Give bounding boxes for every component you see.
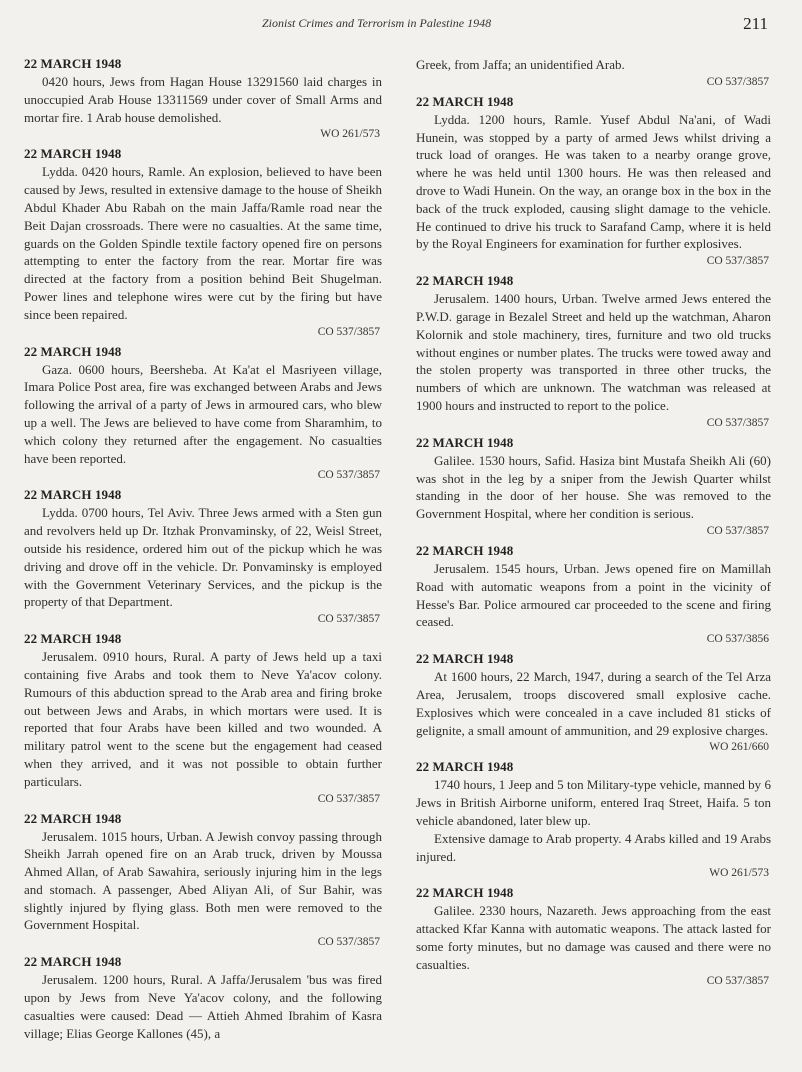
entry-text: At 1600 hours, 22 March, 1947, during a search of the Tel Arza Area, Jerusalem, troops discovered small explosive cache. Explosives which were concealed in a cave included 81 sticks of gelignite, a small amount of ammunition, and 29 explosive charges.: [416, 669, 771, 738]
entry-source: CO 537/3857: [317, 613, 380, 626]
entry-4: [24, 487, 382, 628]
entry-source: CO 537/3857: [706, 416, 769, 429]
entry-date: 22 MARCH 1948: [416, 93, 514, 109]
entry-text: 1740 hours, 1 Jeep and 5 ton Military-type vehicle, manned by 6 Jews in British Airborne uniform, entered Iraq Street, Haifa. 5 ton vehicle abandoned, later blew up.: [416, 777, 771, 828]
entry-date: 22 MARCH 1948: [416, 273, 514, 289]
running-header: [0, 14, 802, 38]
entry-source: WO 261/660: [709, 741, 769, 754]
entry-14: [416, 759, 771, 882]
entry-text: Jerusalem. 1200 hours, Rural. A Jaffa/Jerusalem 'bus was fired upon by Jews from Neve Ya'acov colony, and the following casualties were caused: Dead — Attieh Ahmed Ibrahim of Kasra village; Elias George Kallones (45), a: [24, 972, 382, 1041]
entry-source: CO 537/3857: [706, 975, 769, 988]
entry-text: Lydda. 0700 hours, Tel Aviv. Three Jews armed with a Sten gun and revolvers held up Dr. Itzhak Pronvaminsky, of 22, Weisl Street, outside his residence, ordered him out of the pickup which he was driving and drove off in the vehicle. Dr. Ponvaminsky is employed with the Government Veterinary Services, and the pickup is the property of that Department.: [24, 505, 382, 610]
entry-date: 22 MARCH 1948: [416, 885, 514, 901]
entry-source: WO 261/573: [320, 128, 380, 141]
entry-6: [24, 811, 382, 952]
entry-10: [416, 273, 771, 432]
entry-date: 22 MARCH 1948: [24, 146, 122, 162]
entry-date: 22 MARCH 1948: [416, 434, 514, 450]
entry-13: [416, 651, 771, 756]
entry-12: [416, 543, 771, 648]
right-column: [416, 56, 771, 993]
entry-source: CO 537/3857: [317, 936, 380, 949]
page-number: 211: [743, 14, 768, 33]
entry-text: Gaza. 0600 hours, Beersheba. At Ka'at el Masriyeen village, Imara Police Post area, fire was exchanged between Arabs and Jews following the arrival of a party of Jews in armoured cars, who blew up a well. The Jews are believed to have come from Sharamhim, to which colony they returned after the engagement. No casualties have been reported.: [24, 361, 382, 466]
entry-date: 22 MARCH 1948: [24, 631, 122, 647]
entry-date: 22 MARCH 1948: [416, 651, 514, 667]
entry-source: CO 537/3857: [706, 75, 769, 88]
entry-2: [24, 146, 382, 340]
entry-text: Jerusalem. 1400 hours, Urban. Twelve armed Jews entered the P.W.D. garage in Bezalel Street and held up the watchman, Aharon Kolornik and stole machinery, tires, furniture and two old trucks without engines or number plates. The trucks were towed away and the stolen property was transported in three other trucks, the numbers of which are unknown. The watchman was released at 1900 hours and instructed to report to the police.: [416, 291, 771, 413]
entry-source: CO 537/3857: [706, 255, 769, 268]
entry-source: CO 537/3857: [317, 792, 380, 805]
entry-source: WO 261/573: [709, 867, 769, 880]
entry-date: 22 MARCH 1948: [24, 56, 122, 71]
entry-text: Greek, from Jaffa; an unidentified Arab.: [416, 57, 625, 72]
entry-source: CO 537/3857: [317, 325, 380, 338]
entry-date: 22 MARCH 1948: [24, 487, 122, 503]
entry-11: [416, 435, 771, 540]
entry-source: CO 537/3856: [706, 633, 769, 646]
entry-text: 0420 hours, Jews from Hagan House 13291560 laid charges in unoccupied Arab House 13311569 under cover of Small Arms and mortar fire. 1 Arab house demolished.: [24, 74, 382, 125]
entry-date: 22 MARCH 1948: [416, 542, 514, 558]
entry-text: Galilee. 2330 hours, Nazareth. Jews approaching from the east attacked Kfar Kanna with automatic weapons. The attack lasted for some forty minutes, but no damage was caused and there were no casualties.: [416, 903, 771, 972]
entry-8-continued: [416, 56, 771, 91]
left-column: [24, 56, 382, 1042]
entry-9: [416, 94, 771, 270]
entry-source: CO 537/3857: [706, 524, 769, 537]
entry-text: Lydda. 1200 hours, Ramle. Yusef Abdul Na'ani, of Wadi Hunein, was stopped by a party of armed Jews whilst driving a truck load of oranges. He was taken to a nearby orange grove, where he was held until 1300 hours. He was then released and drove to Wadi Hunein. On the way, an orange box in the box in the back of the truck exploded, causing slight damage to the vehicle. He continued to drive his truck to Sarafand Camp, where it is held by the Royal Engineers for examination for further explosives.: [416, 111, 771, 252]
entry-text: Jerusalem. 0910 hours, Rural. A party of Jews held up a taxi containing five Arabs and took them to Neve Ya'acov colony. Rumours of this abduction spread to the Arab area and firing broke out between Jews and Arabs, in which mortars were used. It is reported that four Arabs have been killed and two wounded. A military patrol went to the scene but the engagement had ceased when they arrived, and it was not possible to obtain further particulars.: [24, 649, 382, 789]
entry-date: 22 MARCH 1948: [24, 810, 122, 826]
running-title: Zionist Crimes and Terrorism in Palestine 1948: [262, 16, 492, 30]
entry-text: Jerusalem. 1015 hours, Urban. A Jewish convoy passing through Sheikh Jarrah opened fire on an Arab truck, driven by Moussa Ahmed Allan, of Arab Sawahira, seriously injuring him in the legs and stomach. A passenger, Abed Aliyan Ali, of Sur Bahir, was slightly injured by flying glass. Both men were removed to the Government Hospital.: [24, 828, 382, 933]
entry-5: [24, 631, 382, 807]
entry-3: [24, 344, 382, 485]
entry-date: 22 MARCH 1948: [24, 954, 122, 970]
entry-text: Galilee. 1530 hours, Safid. Hasiza bint Mustafa Sheikh Ali (60) was shot in the leg by a sniper from the Jewish Quarter whilst standing in the door of her house. She was removed to the Government Hospital, where her condition is serious.: [416, 452, 771, 522]
entry-15: [416, 885, 771, 990]
entry-source: CO 537/3857: [317, 469, 380, 482]
entry-date: 22 MARCH 1948: [416, 759, 514, 775]
entry-text-continued: Extensive damage to Arab property. 4 Arabs killed and 19 Arabs injured.: [416, 830, 771, 864]
entry-text: Jerusalem. 1545 hours, Urban. Jews opened fire on Mamillah Road with automatic weapons from a point in the vicinity of Hesse's Bar. Police armoured car proceeded to the scene and firing ceased.: [416, 560, 771, 630]
entry-date: 22 MARCH 1948: [24, 343, 122, 359]
entry-7: [24, 954, 382, 1042]
entry-text: Lydda. 0420 hours, Ramle. An explosion, believed to have been caused by Jews, resulted in extensive damage to the house of Sheikh Abdul Khader Abu Rabah on the main Jaffa/Ramle road near the Beit Dajan crossroads. There were no casualties. At the same time, guards on the Golden Spindle textile factory opened fire on persons attempting to enter the factory from the rear. Mortar fire was directed at the factory from a position behind Beit Shugelman. Power lines and telephone wires were cut by the firing but have since been repaired.: [24, 164, 382, 322]
entry-1: [24, 56, 382, 143]
